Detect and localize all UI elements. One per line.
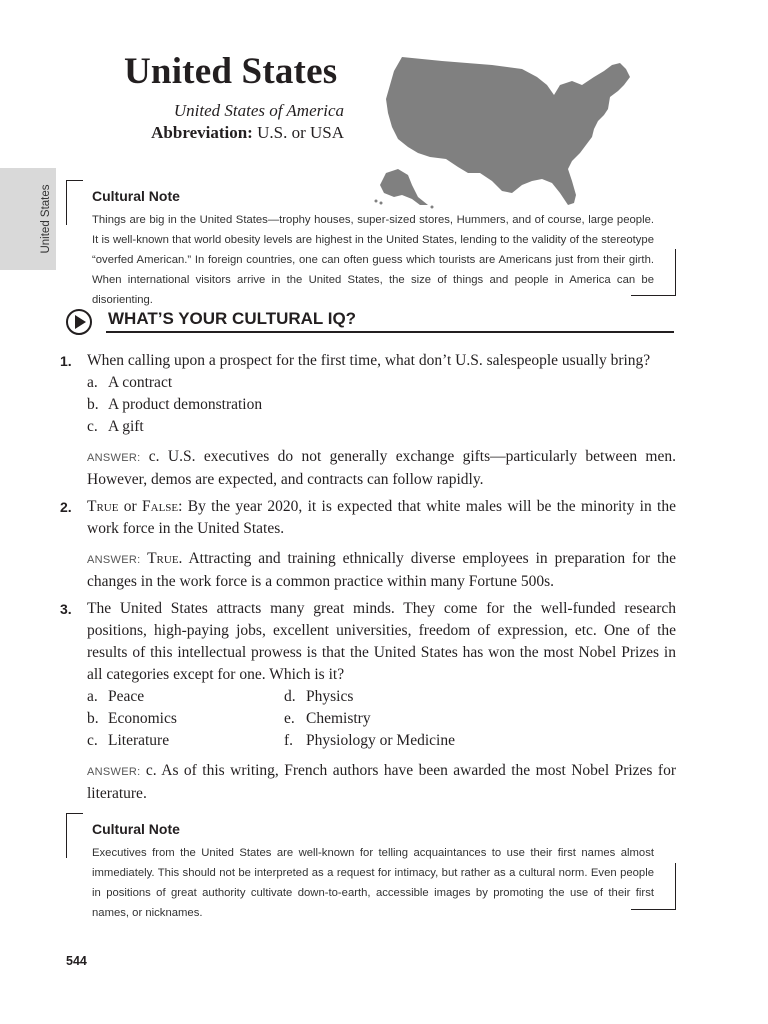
option-letter: a. [87,374,98,391]
option-letter: c. [87,418,98,435]
page-title: United States [124,51,338,92]
play-circle-icon [66,309,92,335]
answer-label: ANSWER: [87,766,141,778]
page-subtitle: United States of America [173,101,344,120]
option-letter: e. [284,710,295,727]
answer-text: c. U.S. executives do not generally exchange gifts—particularly between men. However, demos are expected, and contracts can follow rapidly. [87,448,676,488]
option-text: Chemistry [306,710,371,727]
cultural-note-body: Executives from the United States are well-known for telling acquaintances to use their first names almost immediately. This should not be interpreted as a request for intimacy, but rather as a cultural norm. Even people in positions of great authority cultivate down-to-earth, accessible images by promoting the use of their first names, or nicknames. [92,847,654,919]
cultural-note-title: Cultural Note [92,188,180,204]
cultural-iq-title: WHAT’S YOUR CULTURAL IQ? [108,309,357,328]
side-tab-label: United States [40,184,52,254]
option-row [87,730,676,752]
side-tab [0,168,56,270]
question-text: When calling upon a prospect for the first time, what don’t U.S. salespeople usually bring? [87,352,651,369]
option-letter: b. [87,710,99,727]
note-bracket-top-left [66,813,83,858]
option-text: Peace [108,688,145,705]
option-letter: f. [284,732,294,749]
option-c [87,416,676,438]
true-word: True [87,498,119,515]
cultural-iq-header [66,307,674,335]
option-text: A product demonstration [108,396,263,413]
false-word: False [142,498,179,515]
option-text: A contract [108,374,173,391]
page-number: 544 [66,954,87,968]
option-letter: b. [87,396,99,413]
abbreviation-value: U.S. or USA [252,123,344,142]
answer [87,548,676,593]
option-letter: a. [87,688,98,705]
question-3 [60,598,676,805]
option-letter: d. [284,688,296,705]
answer [87,760,676,805]
option-b [87,394,676,416]
answer-word: True [140,550,179,567]
option-row [87,708,676,730]
option-text: Physics [306,688,354,705]
question-number: 3. [60,601,72,617]
question-2 [60,496,676,593]
answer [87,446,676,491]
question-body: : By the year 2020, it is expected that white males will be the minority in the work force in the United States. [87,498,676,537]
header-rule [106,331,674,333]
abbreviation-label: Abbreviation: [151,123,253,142]
answer-text: . Attracting and training ethnically diverse employees in preparation for the changes in the work force is a common practice within many Fortune 500s. [87,550,676,590]
question-number: 1. [60,353,72,369]
option-a [87,372,676,394]
cultural-note-2 [66,813,676,919]
option-text: A gift [108,418,144,435]
question-number: 2. [60,499,72,515]
option-letter: c. [87,732,98,749]
cultural-note-title: Cultural Note [92,821,180,837]
note-bracket-top-left [66,180,83,225]
question-1 [60,350,676,491]
option-text: Economics [108,710,177,727]
answer-label: ANSWER: [87,452,141,464]
cultural-note-body: Things are big in the United States—trophy houses, super-sized stores, Hummers, and of course, large people. It is well-known that world obesity levels are highest in the United States, lending to the validity of the stereotype “overfed American.” In foreign countries, one can often guess which tourists are Americans just from their girth. When international visitors arrive in the United States, the size of things and people in America can be disorienting. [92,214,654,306]
question-text: The United States attracts many great minds. They come for the well-funded research positions, high-paying jobs, excellent universities, freedom of expression, etc. One of the results of this intellectual prowess is that the United States has won the most Nobel Prizes in all categories except for one. Which is it? [87,600,676,683]
option-text: Physiology or Medicine [306,732,455,749]
option-text: Literature [108,732,170,749]
answer-text: c. As of this writing, French authors have been awarded the most Nobel Prizes for literature. [87,762,676,802]
cultural-note-1 [66,180,676,306]
or-word: or [118,498,143,515]
abbreviation [151,123,344,143]
answer-label: ANSWER: [87,554,141,566]
question-text [87,496,676,540]
option-row [87,686,676,708]
